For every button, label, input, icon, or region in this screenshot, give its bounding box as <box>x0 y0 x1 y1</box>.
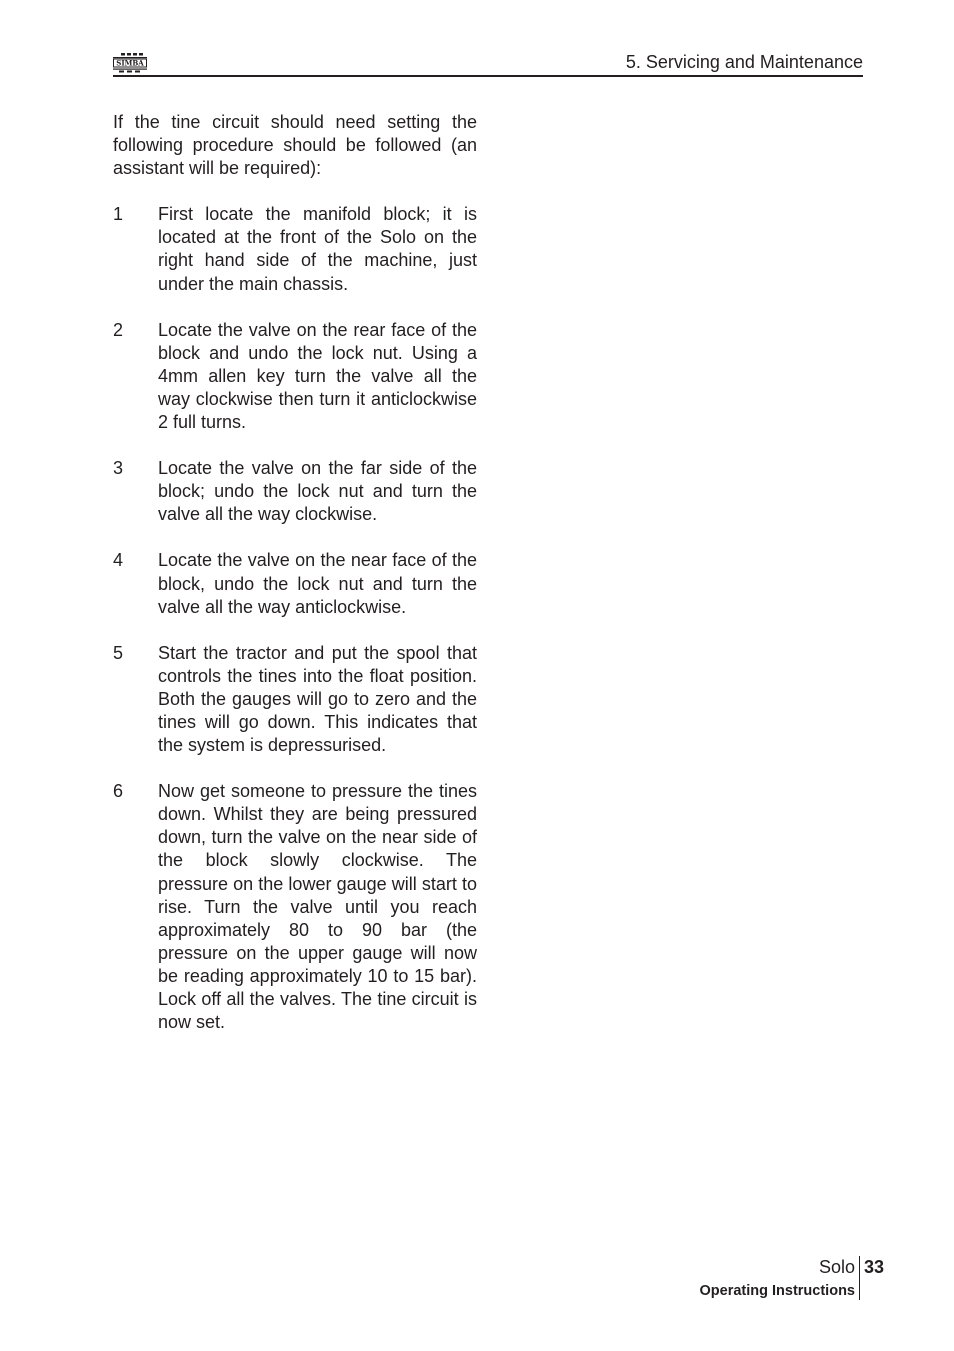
step-text: Locate the valve on the far side of the block; undo the lock nut and turn the valve all the way clockwise. <box>158 458 477 525</box>
step-number: 2 <box>113 319 124 340</box>
main-content <box>113 111 477 1057</box>
step-number: 1 <box>113 204 124 225</box>
step-text: First locate the manifold block; it is located at the front of the Solo on the right hand side of the machine, just under the main chassis. <box>158 204 477 294</box>
step-text: Start the tractor and put the spool that controls the tines into the float position. Both the gauges will go to zero and the tines will go down. This indicates that the system is depressurised. <box>158 642 477 756</box>
step-item <box>113 780 477 1034</box>
step-number: 4 <box>113 550 124 571</box>
page-number: 33 <box>864 1257 885 1277</box>
procedure-steps <box>113 203 477 1034</box>
step-text: Locate the valve on the near face of the block, undo the lock nut and turn the valve all the way anticlockwise. <box>158 550 477 617</box>
footer-product-name: Solo <box>818 1257 855 1277</box>
header-rule <box>113 75 863 77</box>
step-item <box>113 319 477 434</box>
step-number: 3 <box>113 458 124 479</box>
intro-paragraph: If the tine circuit should need setting the following procedure should be followed (an assistant will be required): <box>113 112 477 179</box>
step-text: Now get someone to pressure the tines down. Whilst they are being pressured down, turn the valve on the near side of the block slowly clockwise. The pressure on the lower gauge will start to rise. Turn the valve until you reach approximately 80 to 90 bar (the pressure on the upper gauge will now be reading approximately 10 to 15 bar). Lock off all the valves. The tine circuit is now set. <box>158 781 477 1033</box>
step-item <box>113 549 477 618</box>
step-item <box>113 642 477 757</box>
step-item <box>113 203 477 295</box>
step-number: 5 <box>113 642 124 663</box>
step-number: 6 <box>113 781 124 802</box>
section-title: 5. Servicing and Maintenance <box>625 52 863 72</box>
svg-text:SIMBA: SIMBA <box>116 58 144 68</box>
step-item <box>113 457 477 526</box>
simba-logo <box>113 53 147 73</box>
footer-document-title: Operating Instructions <box>699 1283 855 1299</box>
step-text: Locate the valve on the rear face of the block and undo the lock nut. Using a 4mm allen key turn the valve all the way clockwise then turn it anticlockwise 2 full turns. <box>158 319 477 433</box>
footer-divider <box>859 1256 860 1300</box>
